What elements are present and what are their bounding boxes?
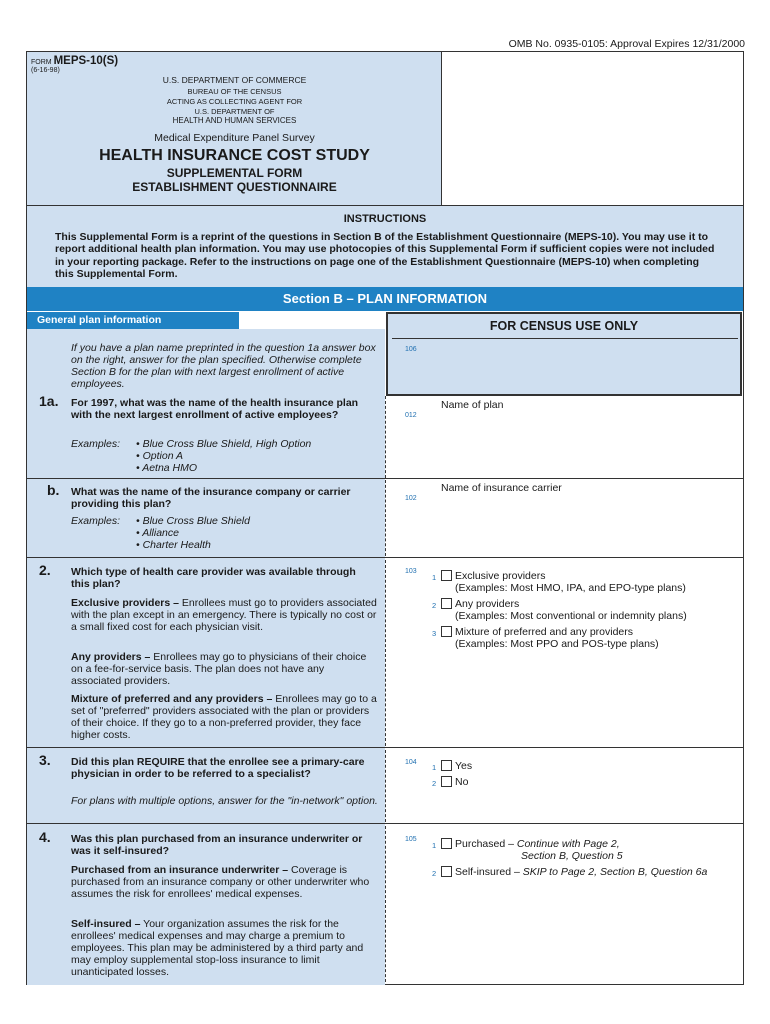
q3-yes-checkbox[interactable]	[441, 760, 452, 771]
q2-definition-mixture	[71, 693, 377, 741]
row-divider	[27, 747, 743, 748]
q4-def2-term: Self-insured –	[71, 918, 141, 930]
instructions-panel	[27, 205, 743, 287]
address-label-area	[442, 52, 743, 205]
section-title-bar: Section B – PLAN INFORMATION	[27, 287, 743, 311]
q4-opt1-skip: Continue with Page 2,	[516, 838, 620, 850]
form-header	[27, 52, 442, 205]
q2-opt3-example: (Examples: Most PPO and POS-type plans)	[455, 638, 659, 650]
q4-purchased-checkbox[interactable]	[441, 838, 452, 849]
q4-opt1-label: Purchased –	[455, 838, 517, 850]
code-104: 104	[405, 759, 417, 766]
q4-opt2-skip: SKIP to Page 2, Section B, Question 6a	[522, 866, 708, 878]
survey-name: Medical Expenditure Panel Survey	[154, 132, 315, 144]
q3-yes-label: Yes	[455, 760, 473, 772]
q4-def2-text: Your organization assumes the risk for the enrollees' medical expenses and may charge a premium to employees. This plan may be administered by a third party and may employ supplemental stop-loss insurance to limit unanticipated losses.	[71, 918, 364, 979]
q2-opt2-num: 2	[432, 601, 437, 610]
q1a-examples-label: Examples:	[71, 438, 121, 450]
q3-note: For plans with multiple options, answer for the "in-network" option.	[71, 795, 378, 807]
q2-exclusive-checkbox[interactable]	[441, 570, 452, 581]
q2-opt3-label: Mixture of preferred and any providers	[455, 626, 634, 638]
column-divider	[385, 396, 386, 478]
q2-opt2-example: (Examples: Most conventional or indemnity plans)	[455, 610, 687, 622]
row-divider	[27, 823, 743, 824]
q4-opt1-num: 1	[432, 841, 437, 850]
q3-opt1-num: 1	[432, 763, 437, 772]
carrier-name-label: Name of insurance carrier	[441, 482, 562, 494]
instructions-title: INSTRUCTIONS	[343, 213, 427, 225]
q1b-examples-label: Examples:	[71, 515, 121, 527]
form-subtitle-2: ESTABLISHMENT QUESTIONNAIRE	[132, 180, 337, 194]
form-prefix: FORM	[31, 59, 52, 66]
agency-line-2: BUREAU OF THE CENSUS	[187, 87, 282, 96]
q3-no-label: No	[455, 776, 469, 788]
row-divider	[27, 557, 743, 558]
q4-definition-self-insured	[71, 918, 377, 978]
instructions-body: This Supplemental Form is a reprint of the questions in Section B of the Establishment Questionnaire (MEPS-10). You may use it to report additional health plan information. You may use photocopies of this Supplemental Form if sufficient copies were not included in your reporting package. Refer to the instructions on page one of the Establishment Questionnaire (MEPS-10) when completing this Supplemental Form.	[55, 231, 715, 281]
form-id: MEPS-10(S)	[53, 55, 119, 67]
q4-opt1-skip2: Section B, Question 5	[521, 850, 623, 862]
q2-opt3-num: 3	[432, 629, 437, 638]
q2-def1-term: Exclusive providers –	[71, 597, 179, 609]
q2-def2-text: Enrollees may go to physicians of their choice on a fee-for-service basis. The plan does not have any associated providers.	[71, 651, 367, 688]
carrier-name-field[interactable]	[390, 497, 738, 553]
code-103: 103	[405, 568, 417, 575]
q4-purchased-option	[455, 838, 620, 850]
row-divider	[27, 478, 743, 479]
agency-line-4: U.S. DEPARTMENT OF	[194, 107, 275, 116]
q4-opt2-label: Self-insured –	[455, 866, 523, 878]
code-102: 102	[405, 495, 417, 502]
plan-name-label: Name of plan	[441, 399, 504, 411]
q2-def3-term: Mixture of preferred and any providers –	[71, 693, 273, 705]
q4-opt2-num: 2	[432, 869, 437, 878]
q1a-example-3: • Aetna HMO	[136, 462, 198, 474]
code-106: 106	[405, 346, 417, 353]
q2-def3-text: Enrollees may go to a set of "preferred" providers associated with the plan or providers of their choice. If they go to a non-preferred provider, they face higher costs.	[71, 693, 377, 742]
q1a-example-1: • Blue Cross Blue Shield, High Option	[136, 438, 312, 450]
section-intro: If you have a plan name preprinted in the question 1a answer box on the right, answer for the plan specified. Otherwise complete Section B for the plan with next largest enrollment of active employees.	[71, 342, 376, 391]
q1b-text: What was the name of the insurance company or carrier providing this plan?	[71, 486, 351, 511]
q4-number: 4.	[39, 829, 51, 845]
plan-name-field[interactable]	[390, 414, 738, 474]
q3-text: Did this plan REQUIRE that the enrollee see a primary-care physician in order to be referred to a specialist?	[71, 756, 365, 781]
general-plan-tab: General plan information	[27, 312, 239, 329]
q1b-example-1: • Blue Cross Blue Shield	[136, 515, 250, 527]
q2-opt1-num: 1	[432, 573, 437, 582]
q1b-example-3: • Charter Health	[136, 539, 211, 551]
q1a-example-2: • Option A	[136, 450, 184, 462]
q4-self-insured-option	[455, 866, 707, 878]
q1a-number: 1a.	[39, 393, 59, 409]
q2-any-checkbox[interactable]	[441, 598, 452, 609]
q2-definition-exclusive	[71, 597, 377, 633]
column-divider	[385, 480, 386, 556]
q1b-example-2: • Alliance	[136, 527, 179, 539]
q3-number: 3.	[39, 752, 51, 768]
column-divider	[385, 750, 386, 822]
q4-text: Was this plan purchased from an insurance underwriter or was it self-insured?	[71, 833, 363, 858]
column-divider	[385, 560, 386, 746]
form-subtitle-1: SUPPLEMENTAL FORM	[166, 166, 303, 180]
q3-opt2-num: 2	[432, 779, 437, 788]
census-title: FOR CENSUS USE ONLY	[489, 319, 639, 333]
code-012: 012	[405, 412, 417, 419]
form-date: (6-16-98)	[31, 67, 60, 74]
q2-mixture-checkbox[interactable]	[441, 626, 452, 637]
form-title: HEALTH INSURANCE COST STUDY	[99, 147, 370, 164]
q2-opt1-example: (Examples: Most HMO, IPA, and EPO-type plans)	[455, 582, 686, 594]
census-use-box	[386, 312, 742, 396]
agency-line-3: ACTING AS COLLECTING AGENT FOR	[166, 97, 303, 106]
q4-self-insured-checkbox[interactable]	[441, 866, 452, 877]
q2-definition-any	[71, 651, 377, 687]
q2-opt1-label: Exclusive providers	[455, 570, 546, 582]
q1b-number: b.	[47, 482, 60, 498]
column-divider	[385, 826, 386, 982]
omb-number: OMB No. 0935-0105: Approval Expires 12/31/2000	[508, 38, 745, 50]
agency-line-5: HEALTH AND HUMAN SERVICES	[172, 116, 297, 125]
form-id-row	[31, 55, 118, 67]
agency-line-1: U.S. DEPARTMENT OF COMMERCE	[162, 75, 307, 85]
q2-def1-text: Enrollees must go to providers associated with the plan except in an emergency. There is typically no cost or a small fixed cost for each physician visit.	[71, 597, 377, 634]
q4-def1-text: Coverage is purchased from an insurance company or other underwriter who assumes the risk for enrollees' medical expenses.	[71, 864, 370, 901]
q2-text: Which type of health care provider was available through this plan?	[71, 566, 356, 591]
q1a-text: For 1997, what was the name of the health insurance plan with the next largest enrollment of active employees?	[71, 397, 359, 422]
q2-def2-term: Any providers –	[71, 651, 151, 663]
census-entry-field[interactable]	[392, 338, 738, 393]
q4-def1-term: Purchased from an insurance underwriter –	[71, 864, 289, 876]
q2-opt2-label: Any providers	[455, 598, 520, 610]
q2-number: 2.	[39, 562, 51, 578]
q3-no-checkbox[interactable]	[441, 776, 452, 787]
code-105: 105	[405, 836, 417, 843]
q4-definition-purchased	[71, 864, 377, 900]
